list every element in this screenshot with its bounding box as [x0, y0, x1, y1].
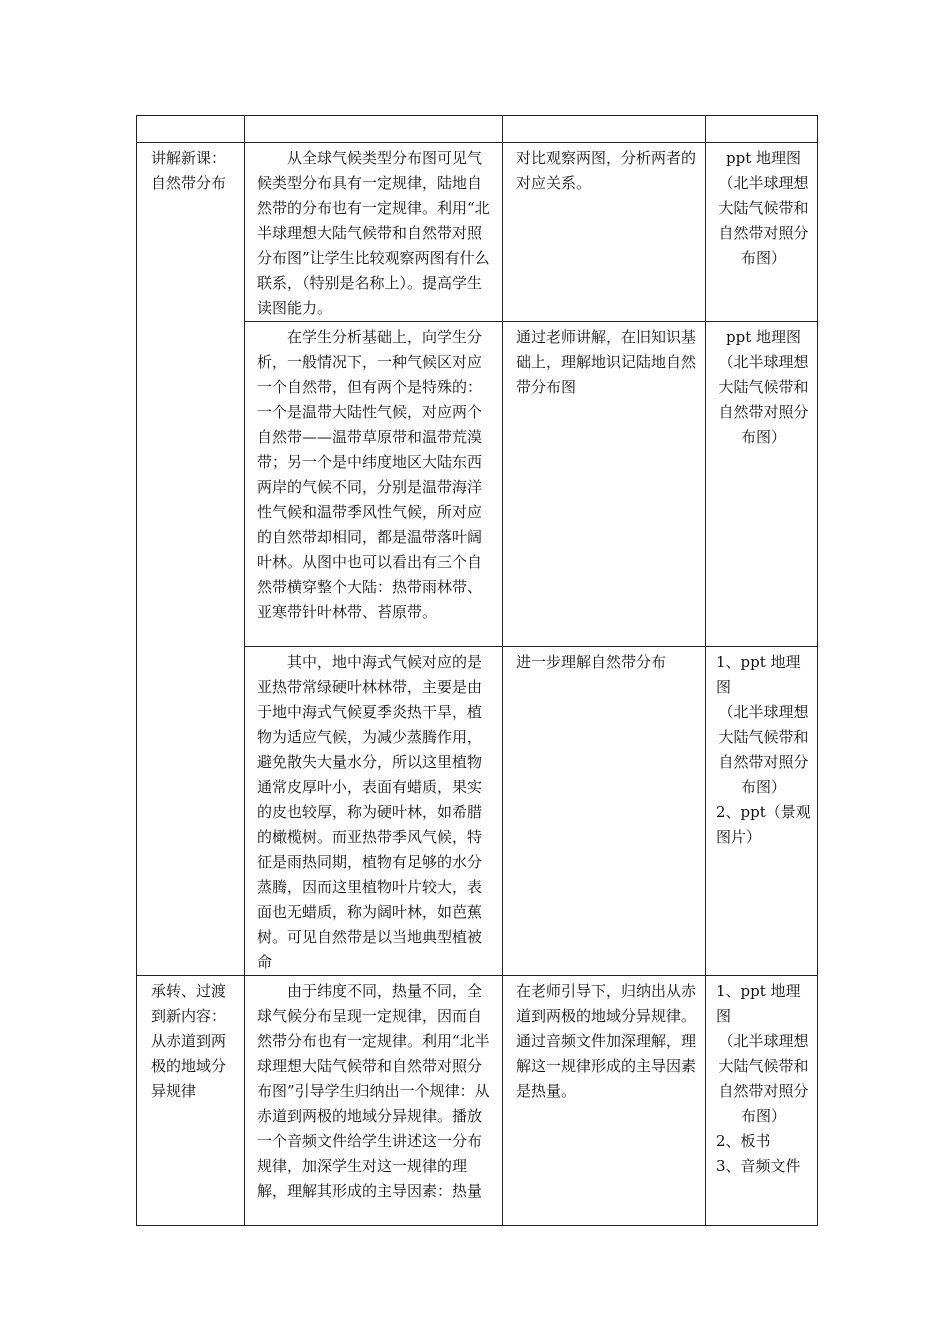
resource-line: 1、ppt 地理图	[716, 982, 801, 1025]
stage-cell	[137, 976, 245, 1226]
header-cell	[706, 116, 818, 143]
stage-text: 承转、过渡到新内容：从赤道到两极的地域分异规律	[151, 982, 227, 1100]
teacher-activity-text: 在学生分析基础上，向学生分析，一般情况下，一种气候区对应一个自然带，但有两个是特殊的：一个是温带大陆性气候，对应两个自然带——温带草原带和温带荒漠带；另一个是中纬度地区大陆东西两岸的气候不同，分别是温带海洋性气候和温带季风性气候，所对应的自然带却相同，都是温带落叶阔叶林。从图中也可以看出有三个自然带横穿整个大陆：热带雨林带、亚寒带针叶林带、苔原带。	[257, 328, 483, 621]
resource-line: 2、ppt（景观图片）	[716, 803, 811, 846]
student-activity-cell	[503, 976, 706, 1226]
stage-text: 讲解新课：自然带分布	[151, 149, 227, 192]
header-cell	[137, 116, 245, 143]
resource-line: ppt 地理图	[725, 149, 801, 167]
teacher-activity-text: 其中，地中海式气候对应的是亚热带常绿硬叶林林带，主要是由于地中海式气候夏季炎热干旱，植物为适应气候，为减少蒸腾作用，避免散失大量水分，所以这里植物通常皮厚叶小，表面有蜡质，果实的皮也较厚，称为硬叶林，如希腊的橄榄树。而亚热带季风气候，特征是雨热同期，植物有足够的水分蒸腾，因而这里植物叶片较大，表面也无蜡质，称为阔叶林，如芭蕉树。可见自然带是以当地典型植被命	[257, 653, 483, 971]
resource-line: （北半球理想大陆气候带和自然带对照分布图）	[718, 174, 809, 267]
resource-cell	[706, 322, 818, 647]
stage-cell	[137, 143, 245, 976]
student-activity-cell	[503, 143, 706, 322]
resource-line: （北半球理想大陆气候带和自然带对照分布图）	[718, 1032, 809, 1125]
teacher-activity-cell	[245, 143, 503, 322]
resource-line: 1、ppt 地理图	[716, 653, 801, 696]
student-activity-cell	[503, 322, 706, 647]
table-row	[137, 143, 818, 322]
teacher-activity-cell	[245, 976, 503, 1226]
lesson-plan-table	[136, 115, 818, 1226]
resource-line: ppt 地理图	[725, 328, 801, 346]
header-cell	[245, 116, 503, 143]
resource-line: （北半球理想大陆气候带和自然带对照分布图）	[718, 353, 809, 446]
student-activity-text: 在老师引导下，归纳出从赤道到两极的地域分异规律。通过音频文件加深理解，理解这一规律形成的主导因素是热量。	[516, 982, 697, 1100]
resource-cell	[706, 143, 818, 322]
table-header-row	[137, 116, 818, 143]
resource-cell	[706, 976, 818, 1226]
resource-line: （北半球理想大陆气候带和自然带对照分布图）	[718, 703, 809, 796]
resource-line: 2、板书	[716, 1132, 771, 1150]
teacher-activity-cell	[245, 322, 503, 647]
student-activity-text: 对比观察两图，分析两者的对应关系。	[516, 149, 697, 192]
student-activity-text: 通过老师讲解，在旧知识基础上，理解地识记陆地自然带分布图	[516, 328, 697, 396]
header-cell	[503, 116, 706, 143]
table-row	[137, 976, 818, 1226]
teacher-activity-cell	[245, 647, 503, 976]
teacher-activity-text: 从全球气候类型分布图可见气候类型分布具有一定规律，陆地自然带的分布也有一定规律。利用“北半球理想大陆气候带和自然带对照分布图”让学生比较观察两图有什么联系，（特别是名称上）。提高学生读图能力。	[257, 149, 490, 317]
student-activity-text: 进一步理解自然带分布	[516, 653, 667, 671]
teacher-activity-text: 由于纬度不同，热量不同，全球气候分布呈现一定规律，因而自然带分布也有一定规律。利用“北半球理想大陆气候带和自然带对照分布图”引导学生归纳出一个规律：从赤道到两极的地域分异规律。播放一个音频文件给学生讲述这一分布规律，加深学生对这一规律的理解，理解其形成的主导因素：热量	[257, 982, 490, 1200]
student-activity-cell	[503, 647, 706, 976]
resource-cell	[706, 647, 818, 976]
resource-line: 3、音频文件	[716, 1157, 801, 1175]
